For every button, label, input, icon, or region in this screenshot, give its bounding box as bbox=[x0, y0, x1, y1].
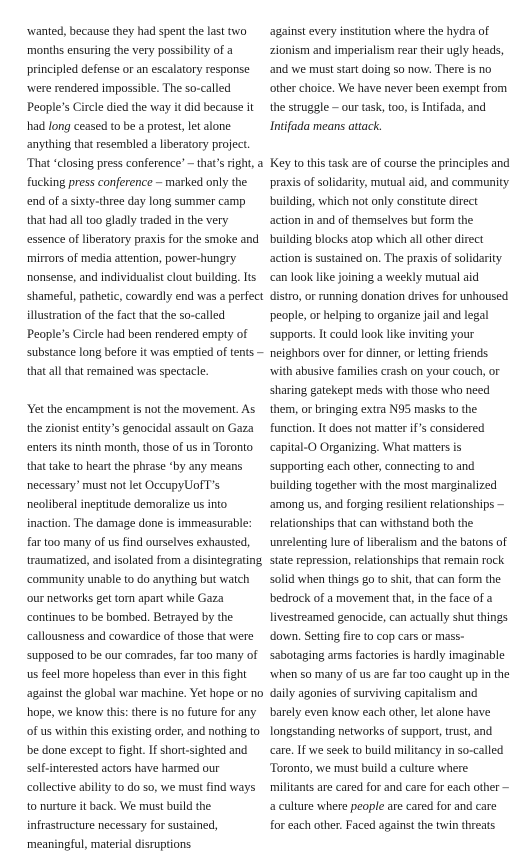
text-run: Yet the encampment is not the movement. As the zionist entity’s genocidal assault on Gaza enters its ninth month, those of us in Toronto that take to heart the phrase ‘by any means necessary’ must not let OccupyUofT’s neoliberal ineptitude demoralize us into inaction. The damage done is immeasurable: far too many of us find ourselves exhausted, traumatized, and isolated from a disintegrating community unable to do anything but watch our networks get torn apart while Gaza continues to be bombed. Betrayed by the callousness and cowardice of those that were supposed to be our comrades, far too many of us feel more hopeless than ever in this fight against the global war machine. Yet hope or no hope, we know this: there is no future for any of us within this existing order, and nothing to be done except to fight. If short-sighted and self-interested actors have harmed our collective ability to do so, we must find ways to nurture it back. We must build the infrastructure necessary for sustained, meaningful, material disruptions bbox=[27, 402, 264, 852]
emphasis: people bbox=[350, 799, 385, 814]
emphasis: Intifada means attack. bbox=[270, 118, 383, 133]
paragraph bbox=[27, 400, 267, 854]
text-run: ceased to be a protest, let alone anything that resembled a liberatory project. That ‘closing press conference’ – that’s right, a fucking bbox=[27, 118, 264, 190]
paragraph bbox=[27, 22, 267, 381]
text-run: against every institution where the hydra of zionism and imperialism rear their ugly heads, and we must start doing so now. There is no other choice. We have never been exempt from the struggle – our task, too, is Intifada, and bbox=[270, 24, 508, 114]
text-run: – marked only the end of a sixty-three day long summer camp that had all too gladly traded in the very essence of liberatory praxis for the smoke and mirrors of media attention, power-hungry nonsense, and individualist clout building. Its shameful, pathetic, cowardly end was a perfect illustration of the fact that the so-called People’s Circle had been rendered empty of substance long before it was emptied of tents – that all that remained was spectacle. bbox=[27, 175, 264, 379]
paragraph-gap bbox=[270, 135, 510, 154]
text-run: Key to this task are of course the principles and praxis of solidarity, mutual aid, and community building, which not only constitute direct action in and of themselves but form the building blocks atop which all other direct action is sustained on. The praxis of solidarity can look like joining a weekly mutual aid distro, or running donation drives for unhoused people, or helping to organize jail and legal supports. It could look like inviting your neighbors over for dinner, or letting friends with abusive families crash on your couch, or sharing gatekept meds with those who need them, or bringing extra N95 masks to the function. It does not matter if’s considered capital-O Organizing. What matters is supporting each other, connecting to and building together with the most marginalized among us, and forging resilient relationships – relationships that can withstand both the unrelenting lure of liberalism and the batons of state repression, relationships that remain rock solid when things go to shit, that can form the bedrock of a movement that, in the face of a livestreamed genocide, can actually shut things down. Setting fire to cop cars or mass-sabotaging arms factories is hardly imaginable when so many of us are far too caught up in the daily agonies of surviving capitalism and barely even know each other, let alone have longstanding networks of support, trust, and care. If we seek to build militancy in so-called Toronto, we must build a culture where militants are cared for and care for each other – a culture where bbox=[270, 156, 510, 814]
emphasis: press conference bbox=[68, 175, 153, 190]
left-column bbox=[27, 22, 267, 854]
right-column bbox=[270, 22, 510, 835]
emphasis: long bbox=[48, 118, 71, 133]
paragraph-gap bbox=[27, 381, 267, 400]
text-run: are cared for and care for each other. Faced against the twin threats bbox=[270, 799, 497, 833]
text-run: wanted, because they had spent the last two months ensuring the very possibility of a principled defense or an escalatory response were rendered impossible. The so-called People’s Circle died the way it did because it had bbox=[27, 24, 254, 133]
paragraph bbox=[270, 154, 510, 835]
paragraph bbox=[270, 22, 510, 135]
